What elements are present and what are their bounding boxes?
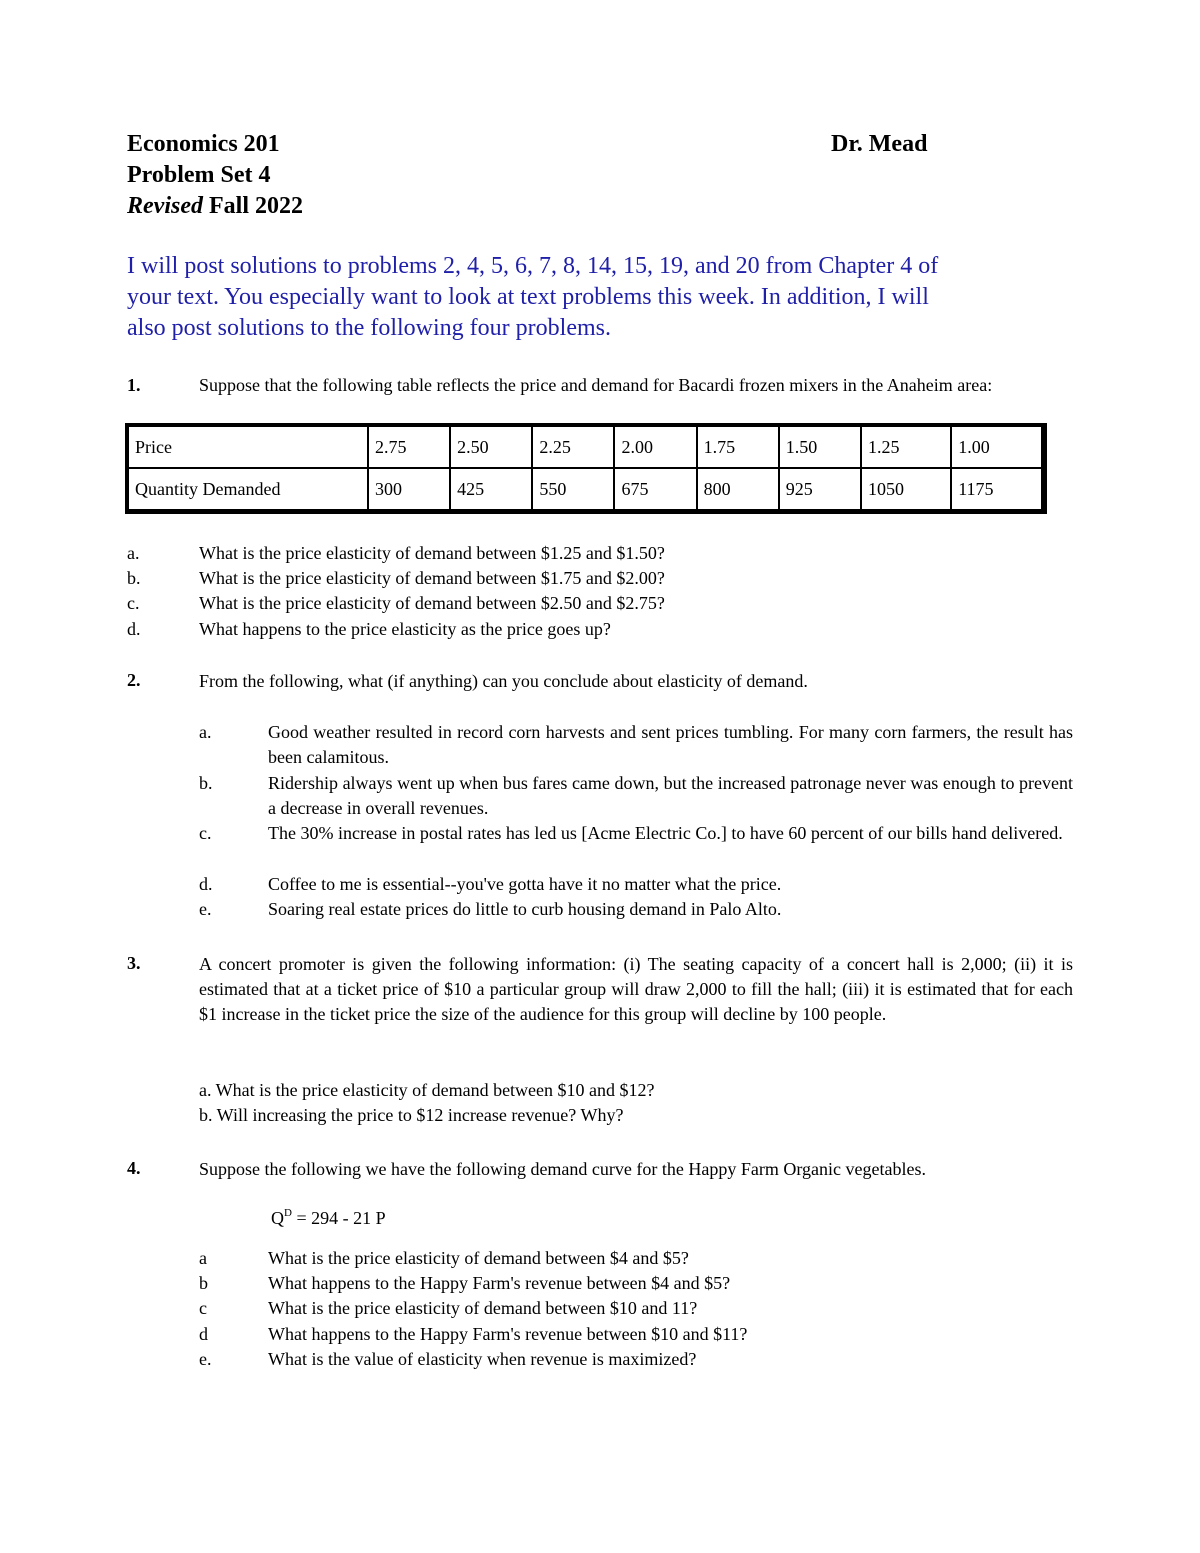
table-cell: 1.00 <box>951 426 1044 468</box>
item-label: b <box>199 1273 208 1293</box>
intro-line: also post solutions to the following four problems. <box>127 315 611 341</box>
problem-1-number: 1. <box>127 375 141 395</box>
item-label: b. <box>199 773 213 793</box>
question-item: What is the price elasticity of demand between $4 and $5? <box>268 1248 689 1268</box>
intro-line: I will post solutions to problems 2, 4, 5, 6, 7, 8, 14, 15, 19, and 20 from Chapter 4 of <box>127 253 939 279</box>
course-title: Economics 201 <box>127 131 280 157</box>
item-label: a <box>199 1248 207 1268</box>
demand-equation <box>271 1201 386 1231</box>
question-item: What is the price elasticity of demand between $1.75 and $2.00? <box>199 568 665 588</box>
table-cell: 1.25 <box>861 426 951 468</box>
item-label: d. <box>127 619 141 639</box>
problem-3-number: 3. <box>127 953 141 973</box>
table-cell: 1175 <box>951 468 1044 511</box>
table-cell: 425 <box>450 468 532 511</box>
question-item: What is the price elasticity of demand between $2.50 and $2.75? <box>199 593 665 613</box>
item-label: e. <box>199 1349 212 1369</box>
revision-line <box>127 191 303 221</box>
table-cell: 800 <box>697 468 779 511</box>
table-cell: 550 <box>532 468 614 511</box>
item-label: b. <box>127 568 141 588</box>
problem-3-text: A concert promoter is given the following information: (i) The seating capacity of a concert hall is 2,000; (ii) it is estimated that at a ticket price of $10 a particular group will draw 2,000 to fill the hall; (iii) it is estimated that for each $1 increase in the ticket price the size of the audience for this group will decline by 100 people. <box>199 954 1073 1024</box>
term: Fall 2022 <box>208 193 303 219</box>
question-item: What is the price elasticity of demand between $10 and 11? <box>268 1298 698 1318</box>
table-row <box>128 426 1044 468</box>
table-cell: 300 <box>368 468 450 511</box>
question-item: Ridership always went up when bus fares came down, but the increased patronage never was enough to prevent a decrease in overall revenues. <box>268 773 1073 818</box>
table-cell: 2.75 <box>368 426 450 468</box>
question-item: a. What is the price elasticity of demand between $10 and $12? <box>199 1080 655 1100</box>
table-cell: 1.50 <box>779 426 861 468</box>
item-label: a. <box>199 722 212 742</box>
problem-4-text: Suppose the following we have the following demand curve for the Happy Farm Organic vegetables. <box>199 1159 926 1179</box>
item-label: d. <box>199 874 213 894</box>
intro-line: your text. You especially want to look at text problems this week. In addition, I will <box>127 284 929 310</box>
table-row <box>128 468 1044 511</box>
price-demand-table <box>125 423 1047 514</box>
question-item: What is the price elasticity of demand between $1.25 and $1.50? <box>199 543 665 563</box>
problem-2-text: From the following, what (if anything) can you conclude about elasticity of demand. <box>199 671 808 691</box>
item-label: c <box>199 1298 207 1318</box>
equation-q: Q <box>271 1208 284 1228</box>
question-item: What happens to the price elasticity as the price goes up? <box>199 619 611 639</box>
question-item: What happens to the Happy Farm's revenue between $10 and $11? <box>268 1324 748 1344</box>
table-cell: 2.25 <box>532 426 614 468</box>
question-item: The 30% increase in postal rates has led us [Acme Electric Co.] to have 60 percent of our bills hand delivered. <box>268 823 1063 843</box>
item-label: d <box>199 1324 208 1344</box>
table-cell: 2.00 <box>614 426 696 468</box>
instructor-name: Dr. Mead <box>831 131 928 157</box>
intro-paragraph <box>127 251 1077 344</box>
table-cell: 925 <box>779 468 861 511</box>
item-label: c. <box>127 593 140 613</box>
problem-2-number: 2. <box>127 670 141 690</box>
revised-word: Revised <box>127 193 203 219</box>
question-item: Good weather resulted in record corn harvests and sent prices tumbling. For many corn farmers, the result has been calamitous. <box>268 722 1073 767</box>
equation-rhs: = 294 - 21 P <box>291 1208 386 1228</box>
problem-4-number: 4. <box>127 1158 141 1178</box>
problem-set-title: Problem Set 4 <box>127 162 271 188</box>
item-label: c. <box>199 823 212 843</box>
problem-1-text: Suppose that the following table reflects the price and demand for Bacardi frozen mixers in the Anaheim area: <box>199 375 993 395</box>
question-item: Coffee to me is essential--you've gotta have it no matter what the price. <box>268 874 782 894</box>
table-cell: 2.50 <box>450 426 532 468</box>
table-cell: 1.75 <box>697 426 779 468</box>
row-header: Quantity Demanded <box>128 468 368 511</box>
equation-superscript: D <box>284 1207 292 1219</box>
table-cell: 1050 <box>861 468 951 511</box>
question-item: b. Will increasing the price to $12 increase revenue? Why? <box>199 1105 624 1125</box>
item-label: a. <box>127 543 140 563</box>
table-cell: 675 <box>614 468 696 511</box>
question-item: What is the value of elasticity when revenue is maximized? <box>268 1349 697 1369</box>
question-item: Soaring real estate prices do little to curb housing demand in Palo Alto. <box>268 899 782 919</box>
question-item: What happens to the Happy Farm's revenue between $4 and $5? <box>268 1273 731 1293</box>
item-label: e. <box>199 899 212 919</box>
row-header: Price <box>128 426 368 468</box>
